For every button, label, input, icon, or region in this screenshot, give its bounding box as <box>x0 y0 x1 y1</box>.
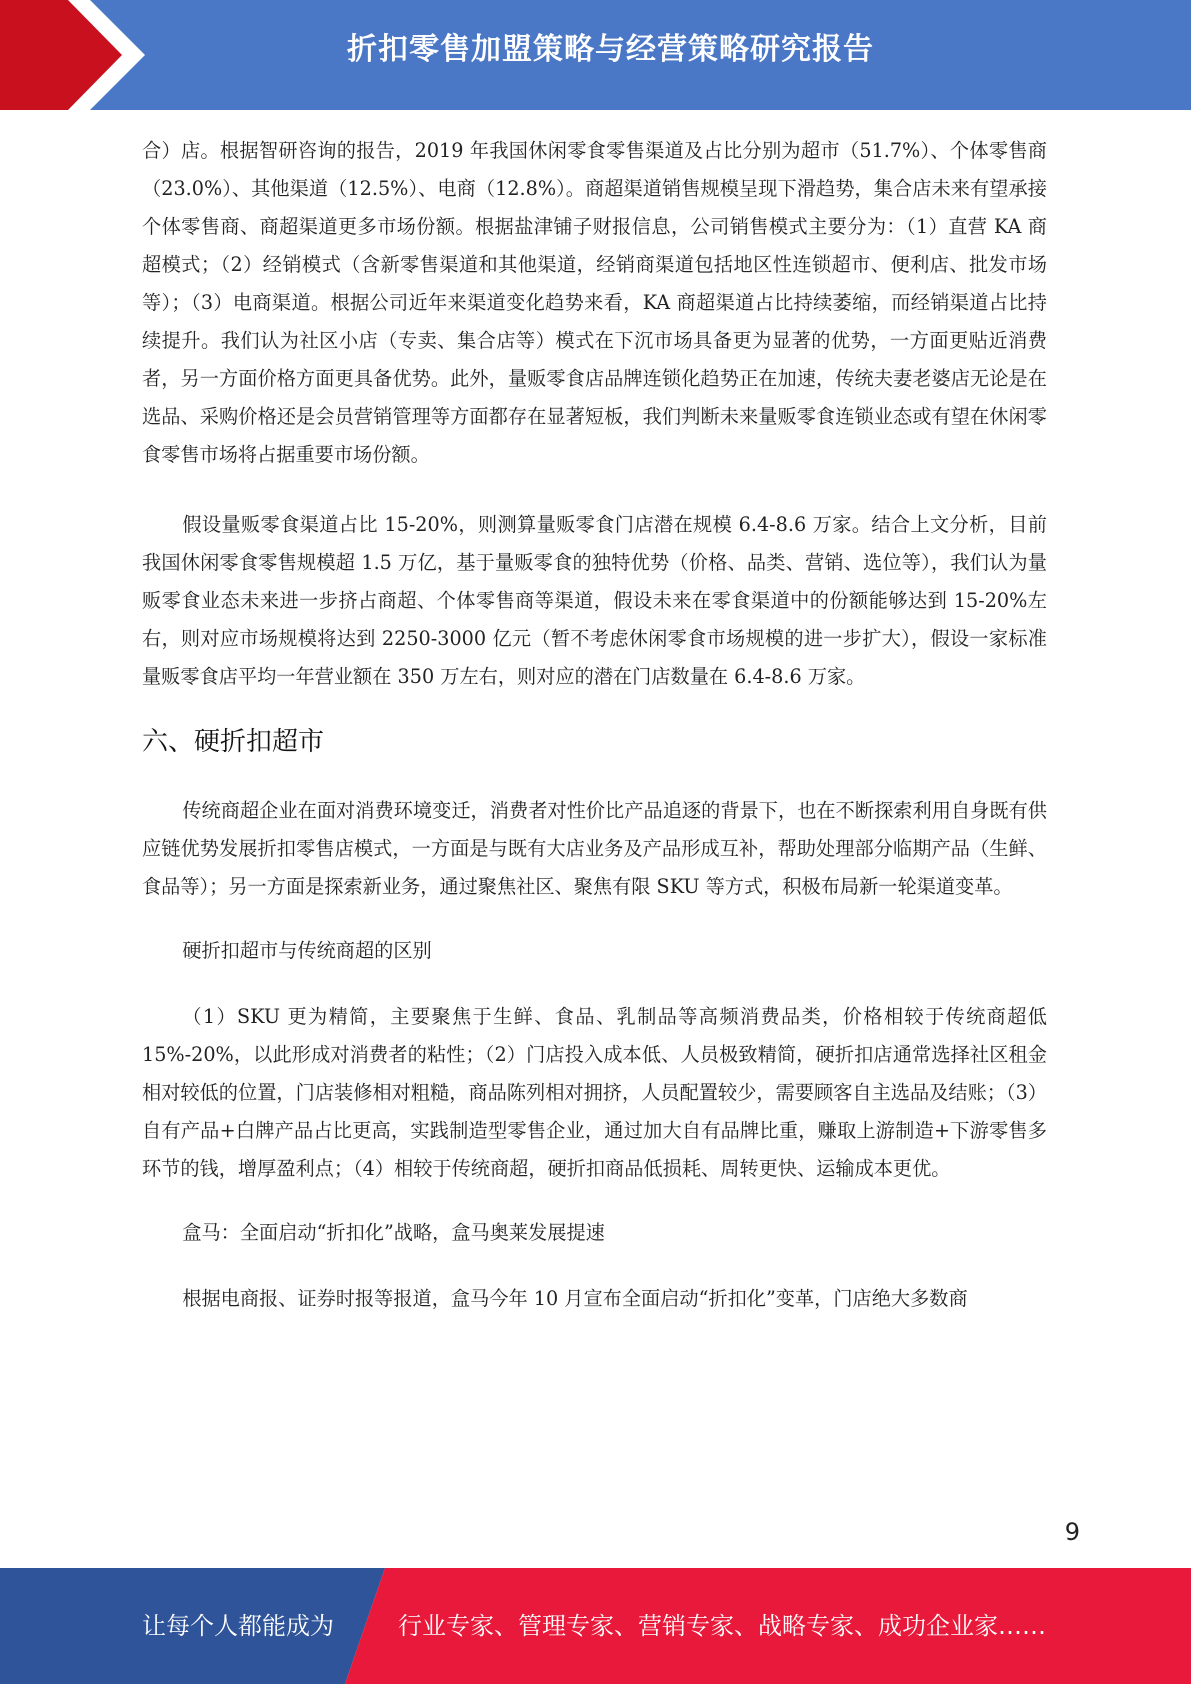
page-footer <box>0 1568 1191 1684</box>
subheading-differences: 硬折扣超市与传统商超的区别 <box>182 939 432 962</box>
page-number: 9 <box>1064 1518 1080 1546</box>
paragraph-differences-list: （1）SKU 更为精简，主要聚焦于生鲜、食品、乳制品等高频消费品类，价格相较于传统商超低 15%-20%，以此形成对消费者的粘性；（2）门店投入成本低、人员极致精简，硬折扣店通常选择社区租金相对较低的位置，门店装修相对粗糙，商品陈列相对拥挤，人员配置较少，需要顾客自主选品及结账；（3）自有产品+白牌产品占比更高，实践制造型零售企业，通过加大自有品牌比重，赚取上游制造+下游零售多环节的钱，增厚盈利点；（4）相较于传统商超，硬折扣商品低损耗、周转更快、运输成本更优。 <box>142 1005 1047 1180</box>
footer-slogan-right: 行业专家、管理专家、营销专家、战略专家、成功企业家…… <box>398 1612 1046 1640</box>
paragraph-hema: 根据电商报、证券时报等报道，盒马今年 10 月宣布全面启动“折扣化”变革，门店绝大多数商 <box>182 1287 968 1310</box>
footer-slogan-left: 让每个人都能成为 <box>142 1612 334 1640</box>
paragraph-hard-discount-intro: 传统商超企业在面对消费环境变迁，消费者对性价比产品追逐的背景下，也在不断探索利用自身既有供应链优势发展折扣零售店模式，一方面是与既有大店业务及产品形成互补，帮助处理部分临期产品（生鲜、食品等）；另一方面是探索新业务，通过聚焦社区、聚焦有限 SKU 等方式，积极布局新一轮渠道变革。 <box>142 799 1047 898</box>
report-title: 折扣零售加盟策略与经营策略研究报告 <box>347 32 874 67</box>
section-heading: 六、硬折扣超市 <box>142 727 325 757</box>
paragraph-store-estimate: 假设量贩零食渠道占比 15-20%，则测算量贩零食门店潜在规模 6.4-8.6 万家。结合上文分析，目前我国休闲零食零售规模超 1.5 万亿，基于量贩零食的独特优势（价格、品类、营销、选位等），我们认为量贩零食业态未来进一步挤占商超、个体零售商等渠道，假设未来在零食渠道中的份额能够达到 15-20%左右，则对应市场规模将达到 2250-3000 亿元（暂不考虑休闲零食市场规模的进一步扩大），假设一家标准量贩零食店平均一年营业额在 350 万左右，则对应的潜在门店数量在 6.4-8.6 万家。 <box>142 513 1047 688</box>
paragraph-channel-analysis: 合）店。根据智研咨询的报告，2019 年我国休闲零食零售渠道及占比分别为超市（51.7%）、个体零售商（23.0%）、其他渠道（12.5%）、电商（12.8%）。商超渠道销售规模呈现下滑趋势，集合店未来有望承接个体零售商、商超渠道更多市场份额。根据盐津铺子财报信息，公司销售模式主要分为：（1）直营 KA 商超模式；（2）经销模式（含新零售渠道和其他渠道，经销商渠道包括地区性连锁超市、便利店、批发市场等）；（3）电商渠道。根据公司近年来渠道变化趋势来看，KA 商超渠道占比持续萎缩，而经销渠道占比持续提升。我们认为社区小店（专卖、集合店等）模式在下沉市场具备更为显著的优势，一方面更贴近消费者，另一方面价格方面更具备优势。此外，量贩零食店品牌连锁化趋势正在加速，传统夫妻老婆店无论是在选品、采购价格还是会员营销管理等方面都存在显著短板，我们判断未来量贩零食连锁业态或有望在休闲零食零售市场将占据重要市场份额。 <box>142 139 1047 466</box>
document-body <box>142 132 1047 1344</box>
subheading-hema: 盒马：全面启动“折扣化”战略，盒马奥莱发展提速 <box>182 1221 605 1244</box>
page-header <box>0 0 1191 110</box>
